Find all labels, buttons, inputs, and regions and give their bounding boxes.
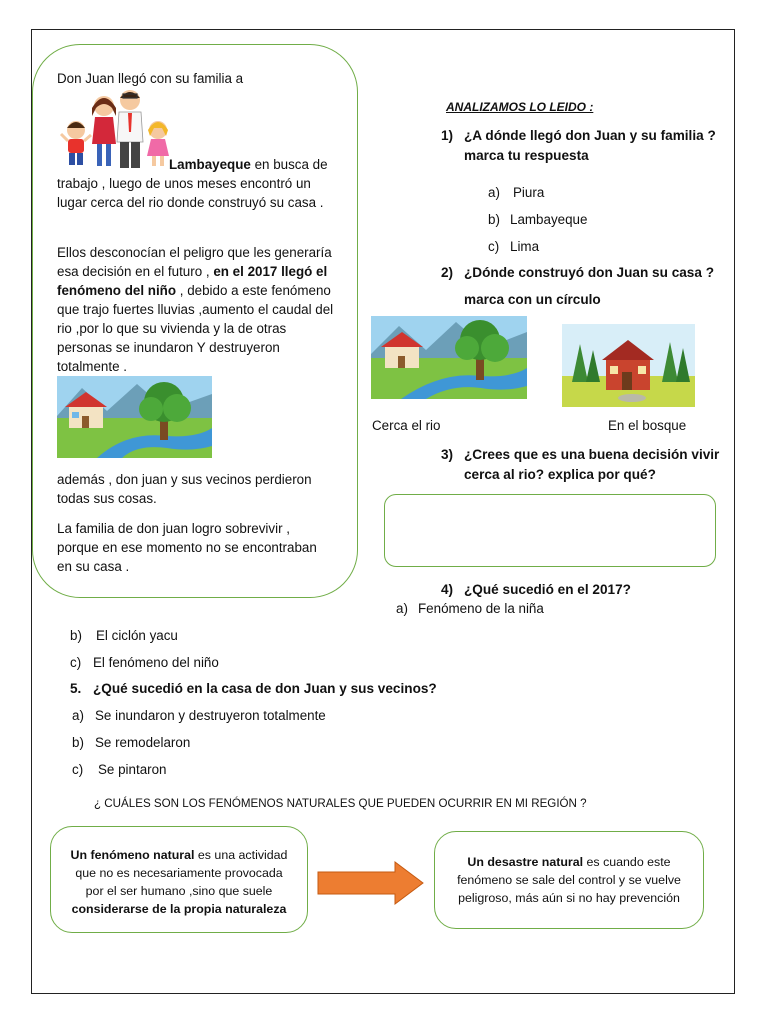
q5-option-c[interactable]: Se pintaron <box>98 762 167 777</box>
q3-number: 3) <box>441 447 454 462</box>
option-river-image[interactable] <box>371 316 527 399</box>
section-heading: ANALIZAMOS LO LEIDO : <box>446 100 594 114</box>
q3-answer-box[interactable] <box>384 494 716 567</box>
q5-text: ¿Qué sucedió en la casa de don Juan y sus vecinos? <box>93 681 437 696</box>
story-paragraph-4: La familia de don juan logro sobrevivir , porque en ese momento no se encontraban en su casa . <box>57 521 317 574</box>
q1-option-a-letter: a) <box>488 185 500 200</box>
phenomena-question: ¿ CUÁLES SON LOS FENÓMENOS NATURALES QUE PUEDEN OCURRIR EN MI REGIÓN ? <box>94 797 587 810</box>
q5-option-a-letter: a) <box>72 708 84 723</box>
q4-option-b[interactable]: El ciclón yacu <box>96 628 178 643</box>
q5-number: 5. <box>70 681 82 696</box>
q2-text: ¿Dónde construyó don Juan su casa ? <box>464 265 715 280</box>
story-paragraph-2 <box>57 243 339 376</box>
natural-disaster-definition: es cuando este fenómeno se sale del control y se vuelve peligroso, más aún si no hay prevención <box>457 855 681 905</box>
story-line1: Don Juan llegó con su familia a <box>57 71 244 86</box>
q1-option-a[interactable]: Piura <box>513 185 545 200</box>
q1-option-b[interactable]: Lambayeque <box>510 212 588 227</box>
q3-text: ¿Crees que es una buena decisión vivir cerca al rio? explica por qué? <box>464 447 720 482</box>
q4-option-b-letter: b) <box>70 628 82 643</box>
q1-option-b-letter: b) <box>488 212 500 227</box>
natural-phenomenon-definition: es una actividad que no es necesariamente provocada por el ser humano ,sino que suele <box>75 848 288 898</box>
caption-forest: En el bosque <box>608 418 687 433</box>
natural-phenomenon-term: Un fenómeno natural <box>70 848 195 862</box>
q5-option-b[interactable]: Se remodelaron <box>95 735 191 750</box>
caption-river: Cerca el rio <box>372 418 441 433</box>
natural-disaster-box <box>434 831 704 929</box>
story-line2: en busca de trabajo , luego de unos meses encontró un lugar cerca del rio donde construyó su casa . <box>57 157 328 210</box>
river-house-image <box>57 376 212 458</box>
q4-option-a-letter: a) <box>396 601 408 616</box>
story-p2-bold: en el 2017 llegó el fenómeno del niño <box>57 264 328 298</box>
q5-option-b-letter: b) <box>72 735 84 750</box>
story-p2-a: Ellos desconocían el peligro que les generaría esa decisión en el futuro , <box>57 245 332 279</box>
option-forest-image[interactable] <box>562 324 695 407</box>
story-paragraph-1 <box>57 155 339 212</box>
natural-phenomenon-emphasis: considerarse de la propia naturaleza <box>71 902 287 916</box>
q1-option-c[interactable]: Lima <box>510 239 540 254</box>
q4-option-c-letter: c) <box>70 655 82 670</box>
q4-text: ¿Qué sucedió en el 2017? <box>464 582 631 597</box>
q5-option-a[interactable]: Se inundaron y destruyeron totalmente <box>95 708 326 723</box>
story-paragraph-3: además , don juan y sus vecinos perdieron todas sus cosas. <box>57 472 312 506</box>
q1-number: 1) <box>441 128 454 143</box>
q5-option-c-letter: c) <box>72 762 84 777</box>
q4-option-a[interactable]: Fenómeno de la niña <box>418 601 544 616</box>
q4-option-c[interactable]: El fenómeno del niño <box>93 655 219 670</box>
q4-number: 4) <box>441 582 454 597</box>
natural-phenomenon-box <box>50 826 308 933</box>
arrow-right-icon <box>317 861 425 905</box>
q2-instruction: marca con un círculo <box>464 292 601 307</box>
q1-text: ¿A dónde llegó don Juan y su familia ? marca tu respuesta <box>464 128 716 163</box>
story-p2-b: , debido a este fenómeno que trajo fuertes lluvias ,aumento el caudal del rio ,por lo que su vivienda y la de otras personas se inundaron Y destruyeron totalmente . <box>57 283 334 374</box>
q2-number: 2) <box>441 265 454 280</box>
q1-option-c-letter: c) <box>488 239 500 254</box>
natural-disaster-term: Un desastre natural <box>467 855 584 869</box>
story-place: Lambayeque <box>169 157 251 172</box>
